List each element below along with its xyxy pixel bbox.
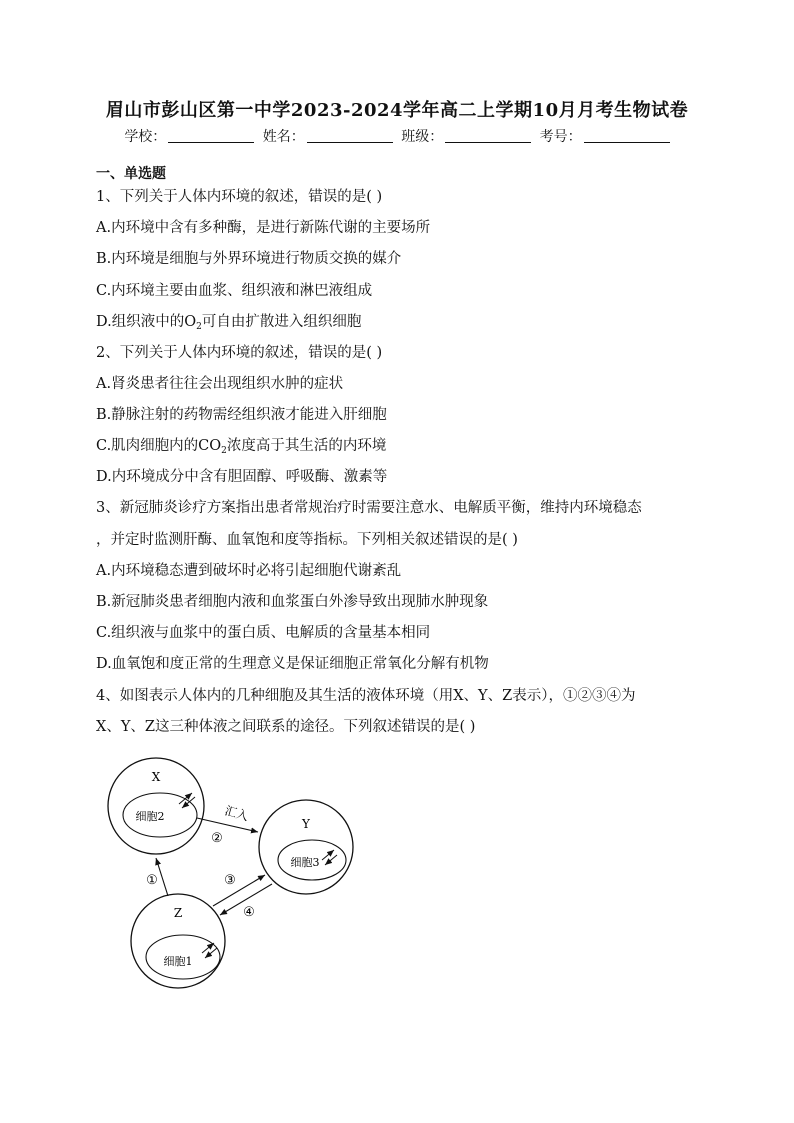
cell1-label: 细胞1 [163, 955, 193, 968]
q4-stem-line1: 4、如图表示人体内的几种细胞及其生活的液体环境（用X、Y、Z表示），①②③④为 [96, 688, 636, 704]
q3-stem-line1: 3、新冠肺炎诊疗方案指出患者常规治疗时需要注意水、电解质平衡，维持内环境稳态 [96, 500, 642, 516]
q2-option-c: C.肌肉细胞内的$CO_2$浓度高于其生活的内环境 [96, 438, 387, 456]
q3-option-d: D.血氧饱和度正常的生理意义是保证细胞正常氧化分解有机物 [96, 656, 489, 672]
q2-stem: 2、下列关于人体内环境的叙述，错误的是( ) [96, 345, 383, 361]
q1-option-b: B.内环境是细胞与外界环境进行物质交换的媒介 [96, 251, 402, 267]
q1-option-a: A.内环境中含有多种酶，是进行新陈代谢的主要场所 [96, 220, 431, 236]
q2-option-b: B.静脉注射的药物需经组织液才能进入肝细胞 [96, 407, 387, 423]
q3-option-b: B.新冠肺炎患者细胞内液和血浆蛋白外渗导致出现肺水肿现象 [96, 594, 489, 610]
fluid-z-label: Z [173, 906, 183, 920]
q3-stem-line2: ，并定时监测肝酶、血氧饱和度等指标。下列相关叙述错误的是( ) [96, 532, 518, 548]
fluid-y-label: Y [302, 817, 310, 831]
q3-option-a: A.内环境稳态遭到破坏时必将引起细胞代谢紊乱 [96, 563, 402, 579]
pathway-3-label: ③ [224, 873, 236, 888]
pathway-2-label: ② [211, 831, 223, 846]
q1-stem: 1、下列关于人体内环境的叙述，错误的是( ) [96, 189, 383, 205]
fluid-x-label: X [151, 770, 161, 784]
q3-option-c: C.组织液与血浆中的蛋白质、电解质的含量基本相同 [96, 625, 431, 641]
exam-title: 眉山市彭山区第一中学2023-2024学年高二上学期10月月考生物试卷 [105, 100, 689, 121]
class-label: 班级： [401, 129, 444, 145]
huiru-label: 汇入 [223, 803, 251, 824]
q2-option-d: D.内环境成分中含有胆固醇、呼吸酶、激素等 [96, 469, 388, 485]
section-heading: 一、单选题 [96, 166, 166, 182]
q1-option-d: D.组织液中的$O_2$可自由扩散进入组织细胞 [96, 314, 362, 332]
name-label: 姓名： [262, 129, 305, 145]
cell2-label: 细胞2 [135, 810, 165, 823]
pathway-2-arrow [197, 818, 258, 832]
q4-stem-line2: X、Y、Z这三种体液之间联系的途径。下列叙述错误的是( ) [96, 719, 476, 735]
q2-option-a: A.肾炎患者往往会出现组织水肿的症状 [96, 376, 344, 392]
q1-option-c: C.内环境主要由血浆、组织液和淋巴液组成 [96, 283, 373, 299]
pathway-4-label: ④ [243, 905, 255, 920]
number-label: 考号： [539, 129, 582, 145]
school-label: 学校： [124, 129, 167, 145]
pathway-3-arrow [213, 875, 265, 906]
pathway-1-label: ① [146, 873, 158, 888]
cell3-label: 细胞3 [290, 856, 320, 869]
